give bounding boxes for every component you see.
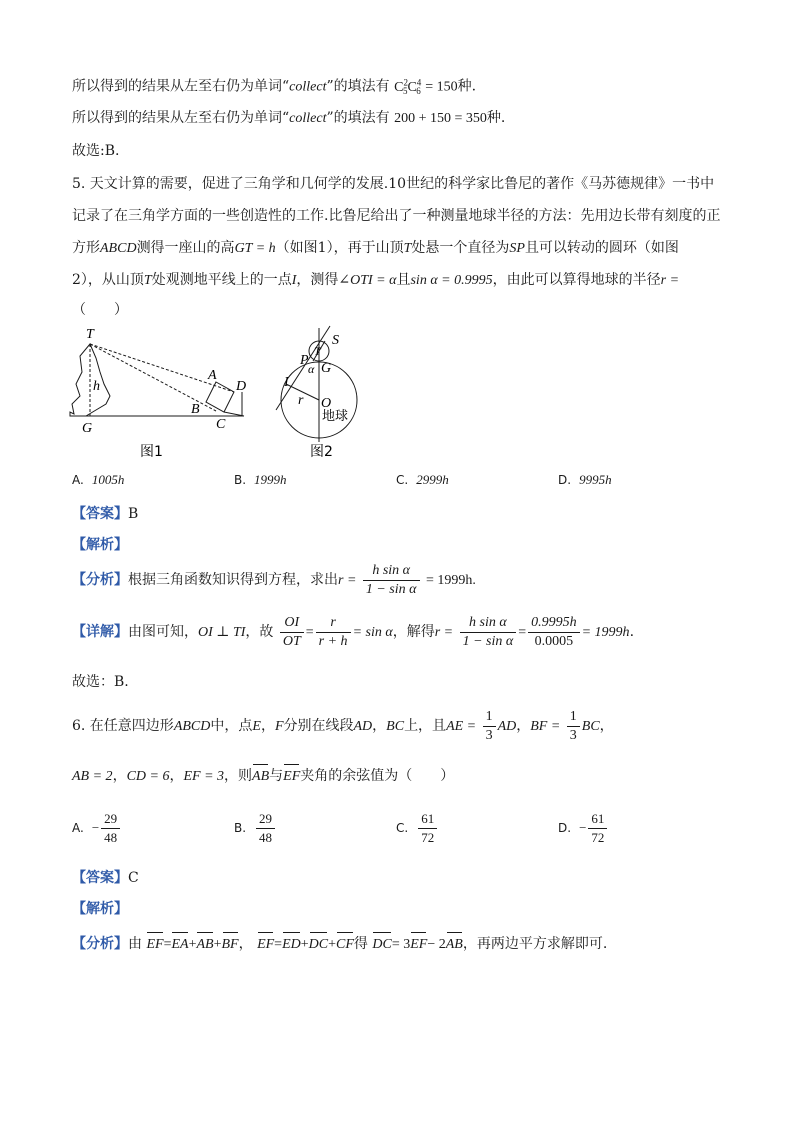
fraction xyxy=(316,614,351,651)
text: ”的填法有 xyxy=(326,78,390,95)
denominator: 3 xyxy=(569,727,577,743)
text: ， xyxy=(112,768,127,784)
vector: CF xyxy=(336,935,354,955)
text: 中，点 xyxy=(210,718,253,734)
vector: EF xyxy=(283,767,300,787)
fraction xyxy=(567,708,580,745)
math: ∠OTI = α xyxy=(338,273,397,288)
numerator: 1 xyxy=(567,708,580,727)
answer-tag: 【答案】 xyxy=(72,506,128,522)
fraction xyxy=(460,614,517,651)
numerator: 29 xyxy=(256,810,275,829)
label-earth: 地球 xyxy=(322,409,349,424)
math: r = xyxy=(338,573,357,588)
text: 分别在线段 xyxy=(283,718,354,734)
q6-option-b[interactable] xyxy=(234,810,277,847)
text: 由图可知， xyxy=(128,624,198,640)
math: = xyxy=(274,937,283,952)
square-support xyxy=(224,412,244,416)
label-h: h xyxy=(93,379,100,394)
vector: AB xyxy=(196,935,213,955)
vector: EF xyxy=(257,935,274,955)
text: 得 xyxy=(353,936,368,952)
math: T xyxy=(403,241,412,256)
text: 故选：B. xyxy=(72,674,129,690)
math: AD xyxy=(353,719,373,734)
math: = 1999h. xyxy=(425,573,476,588)
q5-option-b[interactable] xyxy=(234,472,287,488)
text: 方形 xyxy=(72,240,100,256)
analysis-tag: 【解析】 xyxy=(72,537,128,553)
text: 夹角的余弦值为（ ） xyxy=(300,768,455,784)
numerator: 0.9995h xyxy=(528,614,580,633)
option-label: A. xyxy=(72,821,84,835)
text: 根据三角函数知识得到方程，求出 xyxy=(128,572,338,588)
word: collect xyxy=(289,79,327,95)
q5-option-d[interactable] xyxy=(558,472,612,488)
text: ， xyxy=(516,718,531,734)
text: ， xyxy=(599,718,614,734)
option-label: C. xyxy=(396,473,409,487)
math: sin α = 0.9995 xyxy=(410,273,493,288)
answer-value: C xyxy=(128,870,139,886)
text: 2），从山顶 xyxy=(72,272,144,288)
option-value: 1005h xyxy=(91,472,125,487)
text: （ ） xyxy=(72,302,128,318)
result-line-2 xyxy=(72,108,505,129)
text: ， xyxy=(260,718,275,734)
option-label: C. xyxy=(396,821,409,835)
label-T2: T xyxy=(314,344,321,358)
math: r = xyxy=(434,625,454,640)
expr: 200 + 150 = 350 xyxy=(394,111,487,126)
figure-1 xyxy=(66,322,256,462)
label-A: A xyxy=(208,368,217,383)
math: = xyxy=(518,625,527,640)
combination-expr: $C^2_5C^4_6$ xyxy=(394,77,422,97)
math: EF = 3 xyxy=(183,769,225,784)
figure-2 xyxy=(270,322,380,462)
label-P: P xyxy=(300,353,309,368)
text: 与 xyxy=(269,768,284,784)
fraction xyxy=(418,810,437,847)
choose-line-prev xyxy=(72,141,119,161)
option-label: B. xyxy=(234,821,247,835)
denominator: 1 − sin α xyxy=(365,581,417,597)
text: . xyxy=(629,624,635,640)
fraction xyxy=(256,810,275,847)
denominator: r + h xyxy=(318,633,348,649)
vector: EF xyxy=(146,935,163,955)
fraction xyxy=(363,562,420,599)
math: BC xyxy=(581,719,600,734)
analysis-tag: 【解析】 xyxy=(72,901,128,917)
label-B: B xyxy=(191,402,200,417)
vector: ED xyxy=(282,935,301,955)
math: + xyxy=(328,937,337,952)
fig1-caption: 图1 xyxy=(140,444,163,460)
q5-line-3 xyxy=(72,238,679,259)
denominator: 48 xyxy=(104,830,118,845)
option-value: 1999h xyxy=(254,472,287,487)
text: 记录了在三角学方面的一些创造性的工作.比鲁尼给出了一种测量地球半径的方法：先用边长带有刻度的正 xyxy=(72,208,721,224)
text: ，再两边平方求解即可. xyxy=(462,936,608,952)
numerator: 1 xyxy=(483,708,496,727)
math: = sin α xyxy=(352,625,393,640)
vector: DC xyxy=(372,935,391,955)
result-line-1 xyxy=(72,72,476,101)
label-alpha: α xyxy=(308,362,315,376)
label-r: r xyxy=(298,393,304,408)
math: OI ⊥ TI xyxy=(198,625,246,640)
text: ，故 xyxy=(245,624,274,640)
q6-fenxi xyxy=(72,934,607,955)
option-label: A. xyxy=(72,473,84,487)
math: E xyxy=(252,719,261,734)
math: = xyxy=(163,937,172,952)
text: 所以得到的结果从左至右仍为单词“ xyxy=(72,110,290,126)
option-label: B. xyxy=(234,473,247,487)
fig2-caption: 图2 xyxy=(310,444,333,460)
q6-option-d[interactable] xyxy=(558,810,609,847)
fenxi-tag: 【分析】 xyxy=(72,936,128,952)
label-T: T xyxy=(86,327,94,342)
text: 种. xyxy=(457,78,477,95)
math: GT = h xyxy=(234,241,276,256)
text: ， xyxy=(169,768,184,784)
label-C: C xyxy=(216,417,226,432)
text: ，则 xyxy=(224,768,253,784)
option-sign: − xyxy=(579,820,587,835)
text: 且 xyxy=(396,272,411,288)
vector: AB xyxy=(252,767,269,787)
math: T xyxy=(143,273,152,288)
label-G: G xyxy=(82,421,93,436)
q6-option-c[interactable] xyxy=(396,810,439,847)
math: F xyxy=(274,719,284,734)
math: + xyxy=(188,937,197,952)
q6-analysis xyxy=(72,899,128,919)
label-G2: G xyxy=(321,361,332,376)
numerator: 61 xyxy=(588,810,607,829)
q5-line-4 xyxy=(72,270,679,291)
q6-option-a[interactable] xyxy=(72,810,122,847)
denominator: 72 xyxy=(421,830,435,845)
vector: EF xyxy=(410,935,427,955)
q6-line-1 xyxy=(72,706,614,747)
math: AD xyxy=(497,719,517,734)
math: AE = xyxy=(446,719,477,734)
label-D: D xyxy=(236,379,247,394)
text: 上，且 xyxy=(404,718,447,734)
denominator: 0.0005 xyxy=(534,633,574,649)
text: 5. 天文计算的需要，促进了三角学和几何学的发展.10世纪的科学家比鲁尼的著作《马苏德规律》一书中 xyxy=(72,176,715,192)
denominator: OT xyxy=(282,633,301,649)
text: 故选:B. xyxy=(72,143,120,159)
fraction xyxy=(528,614,580,651)
math: = 1999h xyxy=(581,625,630,640)
text: ， xyxy=(372,718,387,734)
math: + xyxy=(213,937,222,952)
option-label: D. xyxy=(558,473,572,487)
text: 处观测地平线上的一点 xyxy=(151,272,292,288)
denominator: 72 xyxy=(591,830,605,845)
text: 由 xyxy=(128,936,142,952)
vector: DC xyxy=(309,935,328,955)
q5-xiangjie xyxy=(72,612,634,653)
denominator: 48 xyxy=(259,830,273,845)
text: ，解得 xyxy=(392,624,435,640)
math: BF = xyxy=(530,719,561,734)
q5-line-2 xyxy=(72,206,720,226)
label-O: O xyxy=(321,396,332,411)
math: ABCD xyxy=(100,241,137,256)
math: SP xyxy=(509,241,525,256)
fraction xyxy=(280,614,304,651)
q6-line-2 xyxy=(72,766,454,787)
option-value: 2999h xyxy=(416,472,449,487)
text: ， xyxy=(238,936,253,952)
q5-choose xyxy=(72,672,129,692)
math: = 3 xyxy=(391,937,411,952)
q6-answer xyxy=(72,868,139,888)
label-I: I xyxy=(284,375,289,390)
numerator: OI xyxy=(280,614,304,633)
q5-answer xyxy=(72,504,138,524)
math: ABCD xyxy=(173,719,211,734)
numerator: h sin α xyxy=(460,614,517,633)
q5-line-1 xyxy=(72,174,714,194)
text: ”的填法有 xyxy=(326,110,390,126)
answer-value: B xyxy=(128,506,139,522)
xiangjie-tag: 【详解】 xyxy=(72,624,128,640)
fraction xyxy=(483,708,496,745)
answer-tag: 【答案】 xyxy=(72,870,128,886)
option-sign: − xyxy=(91,820,100,835)
word: collect xyxy=(289,111,327,126)
vector: AB xyxy=(446,935,463,955)
fraction xyxy=(588,810,607,847)
q5-option-c[interactable] xyxy=(396,472,449,488)
math: AB = 2 xyxy=(72,769,113,784)
numerator: 61 xyxy=(418,810,437,829)
text: 且可以转动的圆环（如图 xyxy=(524,240,679,256)
fenxi-tag: 【分析】 xyxy=(72,572,128,588)
vector: EA xyxy=(171,935,188,955)
math: − 2 xyxy=(427,937,446,952)
math: r = xyxy=(660,273,680,288)
math: + xyxy=(300,937,309,952)
expr: = 150 xyxy=(425,79,458,95)
sight-line-1 xyxy=(90,344,216,411)
numerator: 29 xyxy=(101,810,120,829)
q5-fenxi xyxy=(72,560,476,601)
text: ，测得 xyxy=(296,272,339,288)
numerator: h sin α xyxy=(363,562,420,581)
math: I xyxy=(291,273,297,288)
text: 所以得到的结果从左至右仍为单词“ xyxy=(72,78,290,95)
text: 种. xyxy=(486,110,506,126)
denominator: 3 xyxy=(485,727,493,743)
denominator: 1 − sin α xyxy=(462,633,514,649)
math: CD = 6 xyxy=(126,769,170,784)
text: 6. 在任意四边形 xyxy=(72,718,174,734)
q5-option-a[interactable] xyxy=(72,472,124,488)
math: = xyxy=(305,625,314,640)
fraction xyxy=(101,810,120,847)
text: ，由此可以算得地球的半径 xyxy=(492,272,661,288)
q5-line-5 xyxy=(72,300,128,320)
option-value: 9995h xyxy=(579,472,612,487)
math: BC xyxy=(386,719,405,734)
text: 处悬一个直径为 xyxy=(411,240,510,256)
vector: BF xyxy=(222,935,239,955)
text: 测得一座山的高 xyxy=(136,240,235,256)
option-label: D. xyxy=(558,821,572,835)
numerator: r xyxy=(316,614,351,633)
q5-analysis xyxy=(72,535,128,555)
label-S: S xyxy=(332,333,339,348)
text: （如图1），再于山顶 xyxy=(275,240,404,256)
